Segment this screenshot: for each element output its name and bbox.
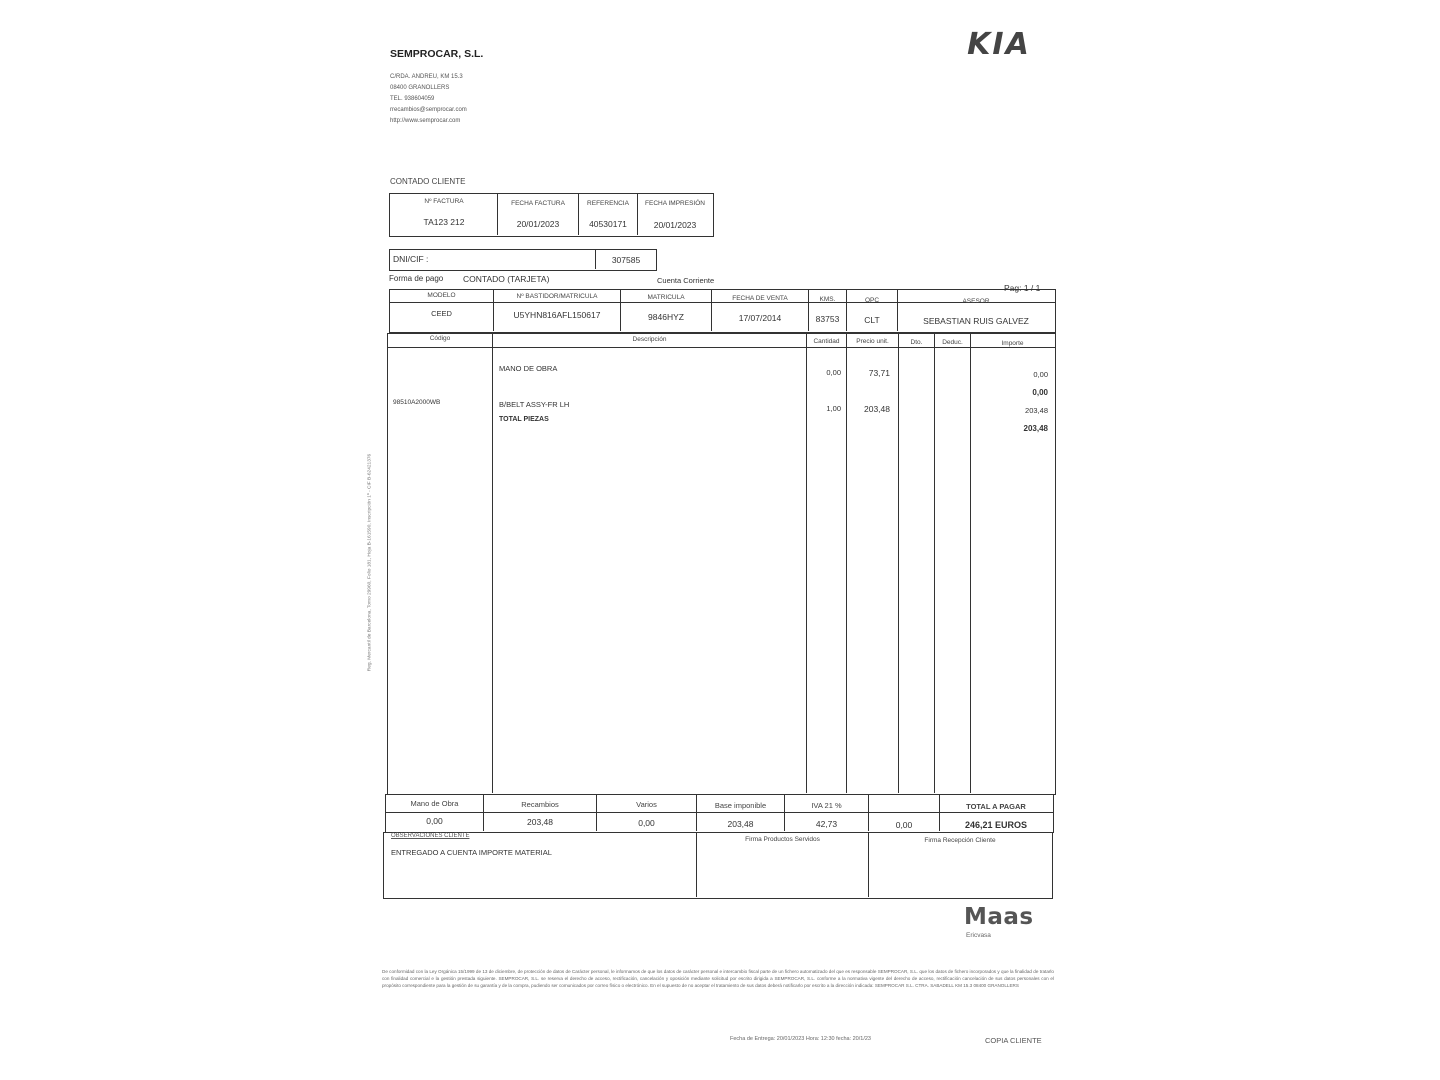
vin-value: U5YHN816AFL150617 — [513, 310, 601, 320]
vin-header: Nº BASTIDOR/MATRICULA — [516, 293, 598, 300]
reference: 40530171 — [589, 219, 627, 229]
maas-logo-sub: Ericvasa — [966, 932, 991, 939]
address-line: 08400 GRANOLLERS — [390, 85, 450, 91]
total-to-pay: 246,21 EUROS — [964, 820, 1028, 830]
print-date: 20/01/2023 — [653, 220, 697, 230]
address-line: http://www.semprocar.com — [390, 118, 461, 124]
plate-header: MATRICULA — [647, 294, 685, 301]
tax-base-header: Base imponible — [714, 801, 767, 810]
labour-total-header: Mano de Obra — [410, 799, 459, 808]
sale-date-value: 17/07/2014 — [738, 313, 782, 323]
payment-label: Forma de pago — [389, 274, 444, 283]
row-description: B/BELT ASSY-FR LH — [499, 400, 570, 409]
row-quantity: 0,00 — [826, 368, 841, 377]
address-line: C/RDA. ANDREU, KM 15.3 — [390, 74, 463, 80]
payment-value: CONTADO (TARJETA) — [463, 274, 550, 284]
products-signature-label: Firma Productos Servidos — [745, 836, 820, 843]
line-items-box — [387, 333, 1056, 795]
plate-value: 9846HYZ — [648, 312, 684, 322]
invoice-number-header: Nº FACTURA — [424, 198, 464, 205]
print-date-header: FECHA IMPRESIÓN — [645, 200, 705, 207]
copy-label: COPIA CLIENTE — [985, 1036, 1042, 1045]
deduction-header: Deduc. — [942, 339, 963, 346]
payment-account: Cuenta Corriente — [657, 276, 715, 285]
row-quantity: 1,00 — [826, 404, 841, 413]
row-price: 73,71 — [868, 368, 890, 378]
model-value: CEED — [431, 309, 452, 318]
dni-label: DNI/CIF : — [393, 254, 429, 264]
opc-header: OPC — [864, 297, 880, 304]
legal-text: De conformidad con la Ley Orgánica 15/1999 de 13 de diciembre, de protección de datos de Carácter personal, le informamos de que los datos de carácter personal e intercambio fiscal parte de un fichero automatizado del que es responsable SEMPROCAR, S.L. que los datos de fichero incorporados y que la finalidad de tratarlo con finalidad comercial e la gestión prestada siguiente. SEMPROCAR, S.L. se reserva el derecho de acceso, rectificación, cancelación y oposición mediante solicitud por escrito dirigida a SEMPROCAR, S.L. conforme a la normativa vigente del derecho de acceso, rectificación cancelación de sus datos personales con el propósito correspondiente para la gestión de su garantía y de la compra, pudiendo ser comunicados por correo físico o electrónico. En el supuesto de no aceptar el tratamiento de sus datos deberá notificarlo por escrito a la dirección indicada: SEMPROCAR S.L. CTRA. SABADELL KM 15.3 08400 GRANOLLERS — [382, 969, 1054, 989]
address-line: rrecambios@semprocar.com — [390, 107, 467, 113]
kia-logo-text: KIA — [967, 28, 1031, 58]
description-header: Descripción — [632, 336, 667, 343]
company-name: SEMPROCAR, S.L. — [390, 48, 484, 60]
parts-total-header: Recambios — [521, 800, 559, 809]
total-parts-label: TOTAL PIEZAS — [499, 416, 549, 423]
advisor-header: ASESOR — [962, 298, 990, 305]
quantity-header: Cantidad — [813, 338, 840, 345]
print-info: Fecha de Entrega: 20/01/2023 Hora: 12:30 fecha: 20/1/23 — [730, 1036, 871, 1042]
tax-base: 203,48 — [727, 819, 754, 829]
kms-header: KMS. — [819, 296, 836, 303]
row-amount: 0,00 — [1033, 370, 1048, 379]
row-amount: 203,48 — [1025, 406, 1048, 415]
invoice-date: 20/01/2023 — [516, 219, 560, 229]
amount-header: Importe — [1001, 340, 1024, 347]
model-header: MODELO — [427, 292, 456, 299]
invoice-date-header: FECHA FACTURA — [511, 200, 565, 207]
invoice-number: TA123 212 — [423, 217, 465, 227]
observations-label: OBSERVACIONES CLIENTE — [391, 833, 470, 839]
kia-logo — [940, 28, 1058, 58]
blank-value: 0,00 — [895, 820, 913, 830]
sale-date-header: FECHA DE VENTA — [732, 295, 788, 302]
row-description: MANO DE OBRA — [499, 364, 558, 373]
row-code: 98510A2000WB — [393, 399, 441, 406]
side-registry-text: Reg. Mercantil de Barcelona, Tomo 29960, Folio 181, Hoja B-161590, Inscripción 1ª - CIF B-62421376 — [367, 453, 373, 672]
advisor-value: SEBASTIAN RUIS GALVEZ — [923, 316, 1029, 326]
labour-subtotal: 0,00 — [1032, 388, 1048, 397]
row-price: 203,48 — [864, 404, 890, 414]
unit-price-header: Precio unit. — [856, 338, 889, 345]
observations-text: ENTREGADO A CUENTA IMPORTE MATERIAL — [391, 848, 552, 857]
company-address — [390, 74, 467, 129]
misc-total: 0,00 — [638, 818, 655, 828]
page-number: Pag: 1 / 1 — [1004, 283, 1041, 293]
code-header: Código — [429, 335, 451, 342]
maas-logo: Maas — [964, 904, 1034, 930]
doc-type: CONTADO CLIENTE — [390, 177, 466, 186]
vat-amount: 42,73 — [815, 819, 838, 829]
labour-total: 0,00 — [426, 816, 443, 826]
opc-value: CLT — [864, 315, 880, 325]
total-parts-amount: 203,48 — [1023, 424, 1048, 433]
discount-header: Dto. — [910, 339, 923, 346]
client-signature-label: Firma Recepción Cliente — [924, 837, 996, 844]
reference-header: REFERENCIA — [587, 200, 629, 207]
vat-header: IVA 21 % — [811, 801, 842, 810]
total-to-pay-header: TOTAL A PAGAR — [966, 802, 1026, 811]
customer-code: 307585 — [611, 255, 641, 265]
kms-value: 83753 — [815, 314, 840, 324]
address-line: TEL. 938604059 — [390, 96, 435, 102]
parts-total: 203,48 — [527, 817, 553, 827]
misc-total-header: Varios — [636, 800, 657, 809]
